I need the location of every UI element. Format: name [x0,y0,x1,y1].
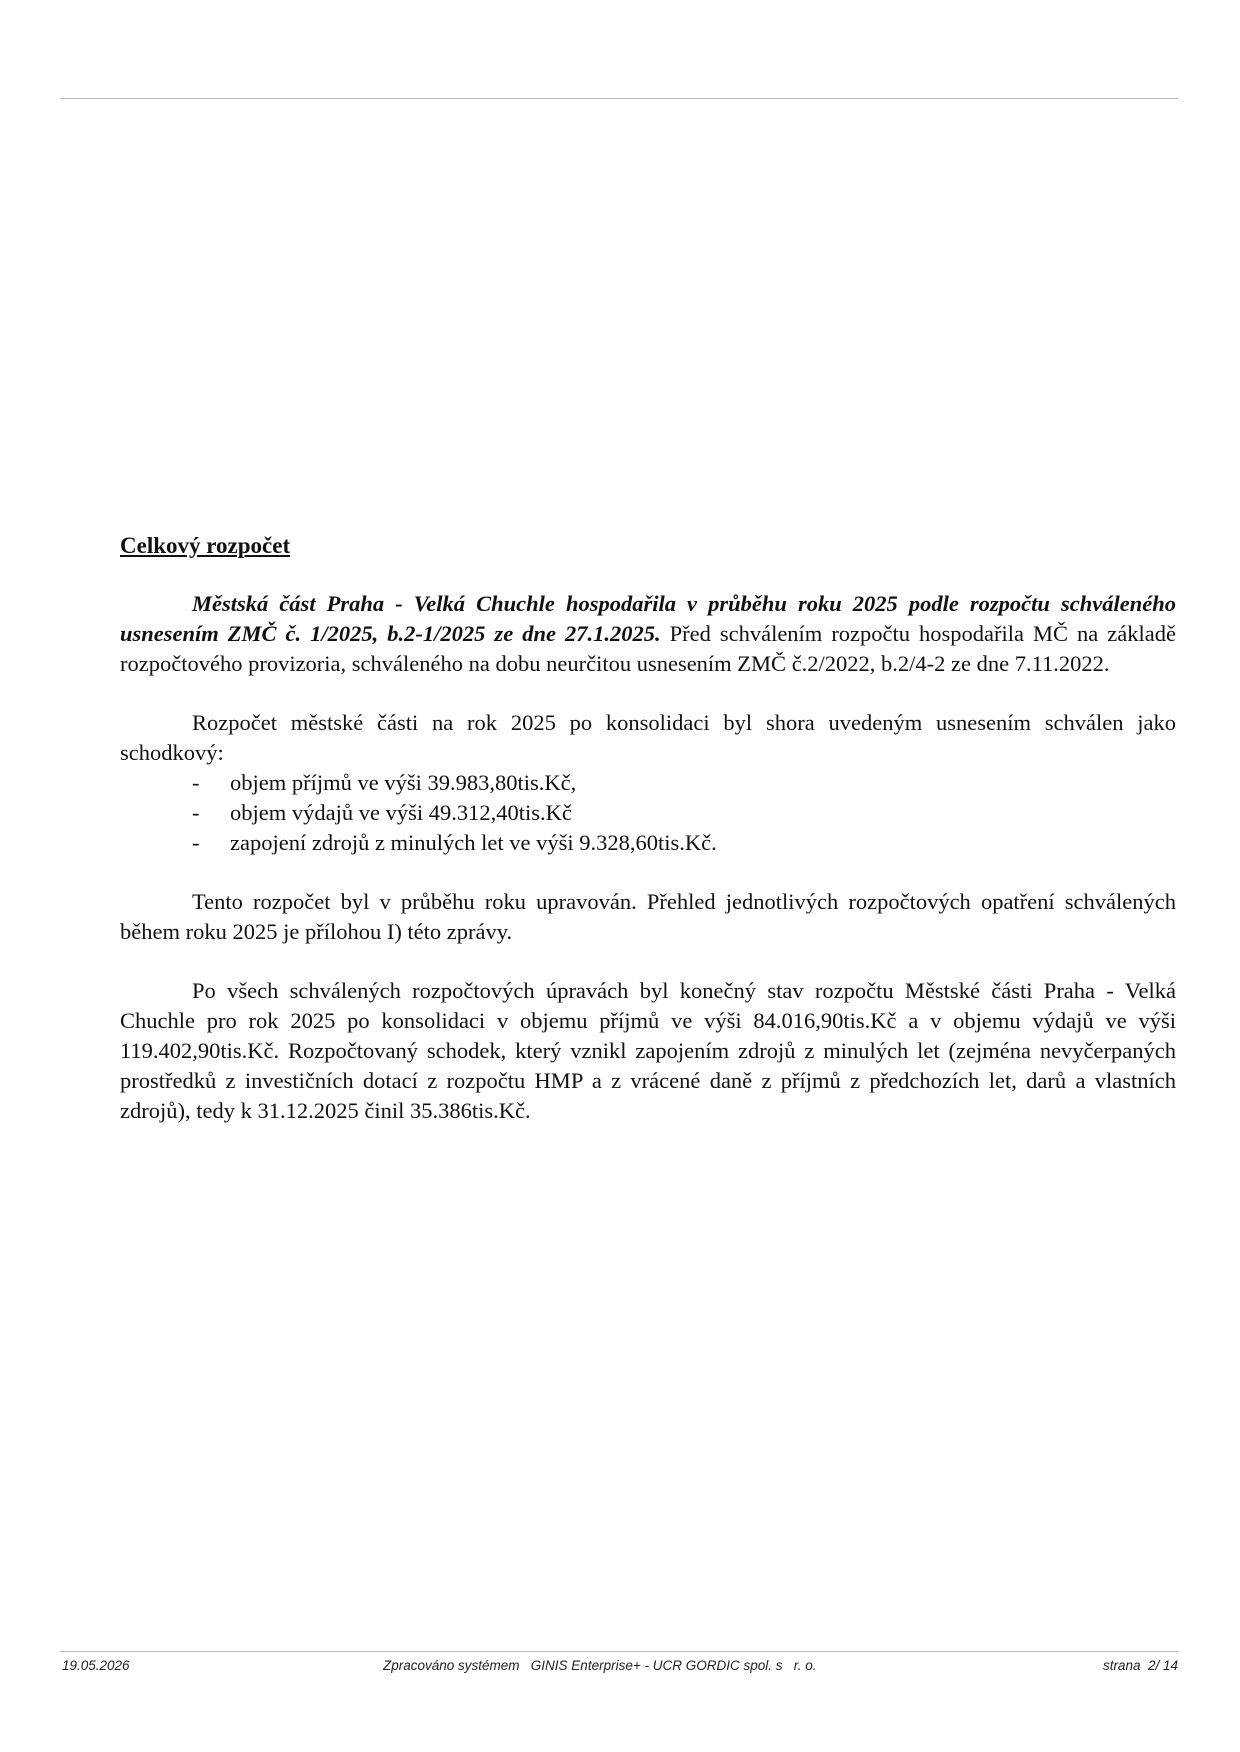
header-rule [60,98,1178,99]
list-item: - zapojení zdrojů z minulých let ve výši 9.328,60tis.Kč. [192,828,1176,858]
footer-page-number: strana 2/ 14 [1102,1658,1178,1673]
footer-date: 19.05.2026 [62,1658,130,1673]
paragraph-budget-deficit: Rozpočet městské části na rok 2025 po konsolidaci byl shora uvedeným usnesením schválen jako schodkový: [120,710,1176,765]
paragraph-final-budget: Po všech schválených rozpočtových úpravách byl konečný stav rozpočtu Městské části Praha - Velká Chuchle pro rok 2025 po konsolidaci v objemu příjmů ve výši 84.016,90tis.Kč a v objemu výdajů ve výši 119.402,90tis.Kč. Rozpočtovaný schodek, který vznikl zapojením zdrojů z minulých let (zejména nevyčerpaných prostředků z investičních dotací z rozpočtu HMP a z vrácené daně z příjmů z předchozích let, darů a vlastních zdrojů), tedy k 31.12.2025 činil 35.386tis.Kč. [120,978,1176,1123]
paragraph-rest: Před schválením rozpočtu hospodařila MČ na základě rozpočtového provizoria, schváleného na dobu neurčitou usnesením ZMČ č.2/2022, b.2/4-2 ze dne 7.11.2022. [120,621,1176,676]
budget-list [120,768,1176,858]
section-heading: Celkový rozpočet [120,533,291,558]
footer-system: Zpracováno systémem GINIS Enterprise+ - UCR GORDIC spol. s r. o. [383,1658,817,1673]
list-item: - objem příjmů ve výši 39.983,80tis.Kč, [192,768,1176,798]
paragraph-budget-changes: Tento rozpočet byl v průběhu roku upravován. Přehled jednotlivých rozpočtových opatření schválených během roku 2025 je přílohou I) této zprávy. [120,889,1176,944]
list-item: - objem výdajů ve výši 49.312,40tis.Kč [192,798,1176,828]
footer-rule [60,1651,1178,1652]
paragraph-budget-approval [120,589,1176,679]
document-body [120,531,1176,1126]
paragraph-bold-lead: Městská část Praha - Velká Chuchle hospodařila v průběhu roku 2025 podle rozpočtu schváleného usnesením ZMČ č. 1/2025, b.2-1/2025 ze dne 27.1.2025. [120,591,1176,646]
